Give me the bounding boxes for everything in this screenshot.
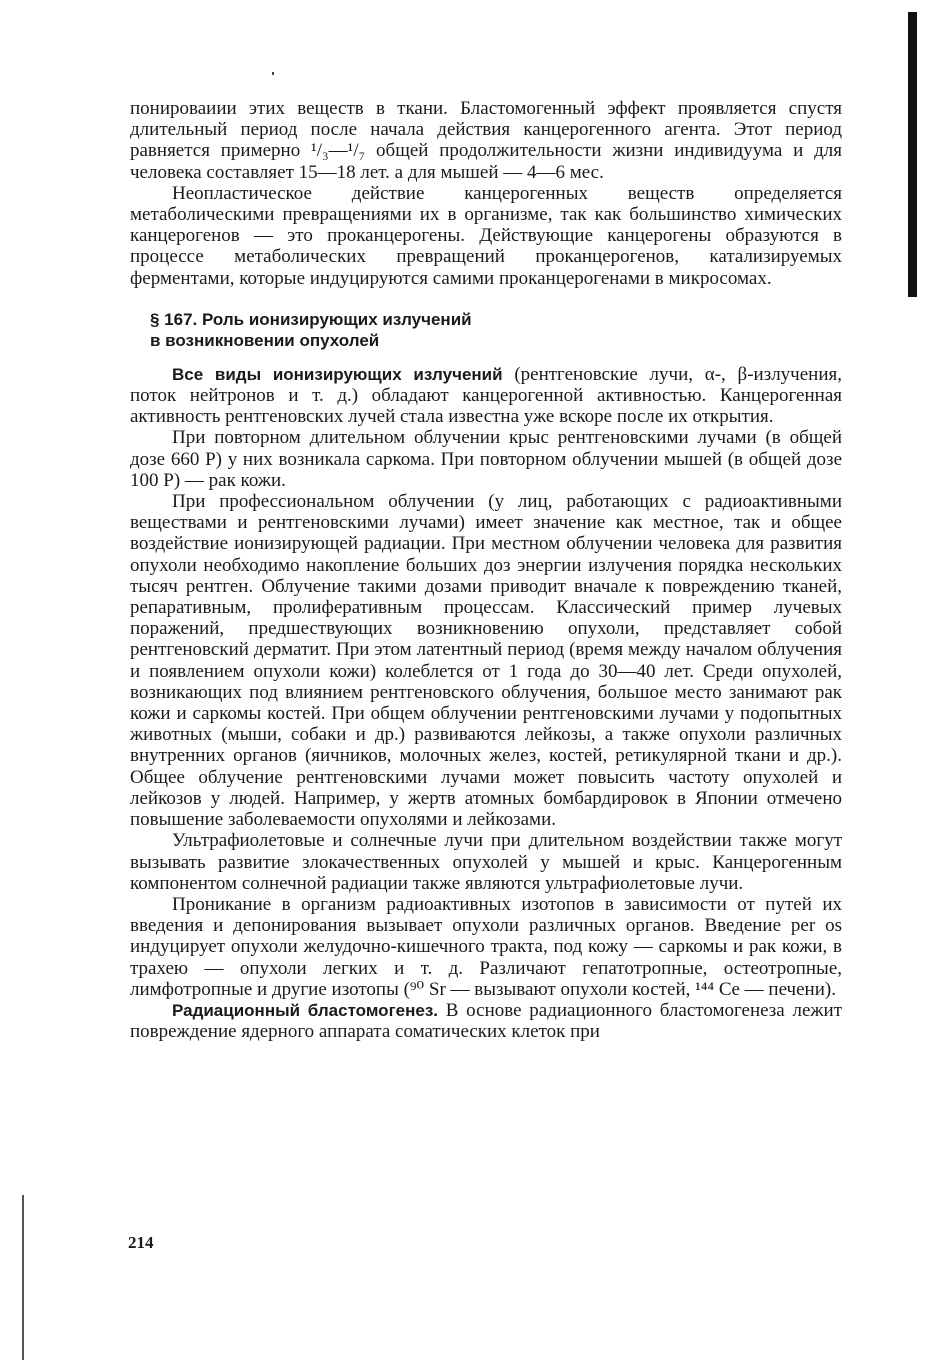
paragraph-isotopes: Проникание в организм радиоактивных изотопов в зависимости от путей их введения и депонирования вызывает опухоли различных органов. Введение per os индуцирует опухоли желудочно-кишечного тракта, под кожу — саркомы и рак кожи, в трахею — опухоли легких и т. д. Различают гепатотропные, остеотропные, лимфотропные и другие изотопы (⁹⁰ Sr — вызывают опухоли костей, ¹⁴⁴ Ce — печени). (130, 893, 842, 1000)
heading-line-1: § 167. Роль ионизирующих излучений (150, 309, 472, 329)
paragraph-continued: понироваиии этих веществ в ткани. Бластомогенный эффект проявляется спустя длительный период после начала действия канцерогенного агента. Этот период равняется примерно ¹/₃—¹/₇ общей продолжительности жизни индивидуума и для человека составляет 15—18 лет. а для мышей — 4—6 мес. (130, 98, 842, 183)
paragraph-rats: При повторном длительном облучении крыс рентгеновскими лучами (в общей дозе 660 Р) у них возникала саркома. При повторном облучении мышей (в общей дозе 100 Р) — рак кожи. (130, 427, 842, 491)
term-ionizing: Все виды ионизирующих излучений (172, 364, 503, 384)
page-number: 214 (128, 1233, 154, 1252)
scan-speck (272, 72, 274, 75)
paragraph-radiation-blastomogenesis (130, 1000, 842, 1042)
heading-line-2: в возникновении опухолей (150, 330, 380, 350)
paragraph-ionizing (130, 364, 842, 428)
term-radiation-blastomogenesis: Радиационный бластомогенез. (172, 1000, 438, 1020)
page-body (130, 98, 842, 1042)
scan-edge-line (22, 1195, 24, 1360)
paragraph-radiation-text: В основе радиационного бластомогенеза лежит повреждение ядерного аппарата соматических клеток при (130, 999, 842, 1043)
paragraph-professional: При профессиональном облучении (у лиц, работающих с радиоактивными веществами и рентгеновскими лучами) имеет значение как местное, так и общее воздействие ионизирующей радиации. При местном облучении человека для развития опухоли необходимо накопление больших доз энергии излучения порядка нескольких тысяч рентген. Облучение такими дозами приводит вначале к повреждению тканей, репаративным, пролиферативным процессам. Классический пример лучевых поражений, предшествующих возникновению опухоли, представляет собой рентгеновский дерматит. При этом латентный период (время между началом облучения и появлением опухоли кожи) колеблется от 1 года до 30—40 лет. Среди опухолей, возникающих под влиянием рентгеновского облучения, большое место занимают рак кожи и саркомы костей. При общем облучении рентгеновскими лучами у подопытных животных (мыши, собаки и др.) развиваются лейкозы, а также опухоли различных внутренних органов (яичников, молочных желез, костей, ретикулярной ткани и др.). Общее облучение рентгеновскими лучами может повысить частоту опухолей и лейкозов у людей. Например, у жертв атомных бомбардировок в Японии отмечено повышение заболеваемости опухолями и лейкозами. (130, 491, 842, 831)
paragraph-ultraviolet: Ультрафиолетовые и солнечные лучи при длительном воздействии также могут вызывать развитие злокачественных опухолей у мышей и крыс. Канцерогенным компонентом солнечной радиации также являются ультрафиолетовые лучи. (130, 830, 842, 894)
paragraph-neoplastic: Неопластическое действие канцерогенных веществ определяется метаболическими превращениями их в организме, так как большинство химических канцерогенов — это проканцерогены. Действующие канцерогены образуются в процессе метаболических превращений проканцерогенов, катализируемых ферментами, которые индуцируются самими проканцерогенами в микросомах. (130, 182, 842, 289)
section-167 (130, 309, 842, 1043)
section-heading (130, 309, 842, 351)
paragraph-ionizing-text: (рентгеновские лучи, α-, β-излучения, поток нейтронов и т. д.) обладают канцерогенной активностью. Канцерогенная активность рентгеновских лучей стала известна уже вскоре после их открытия. (130, 363, 842, 428)
scan-edge-bar (908, 12, 917, 297)
